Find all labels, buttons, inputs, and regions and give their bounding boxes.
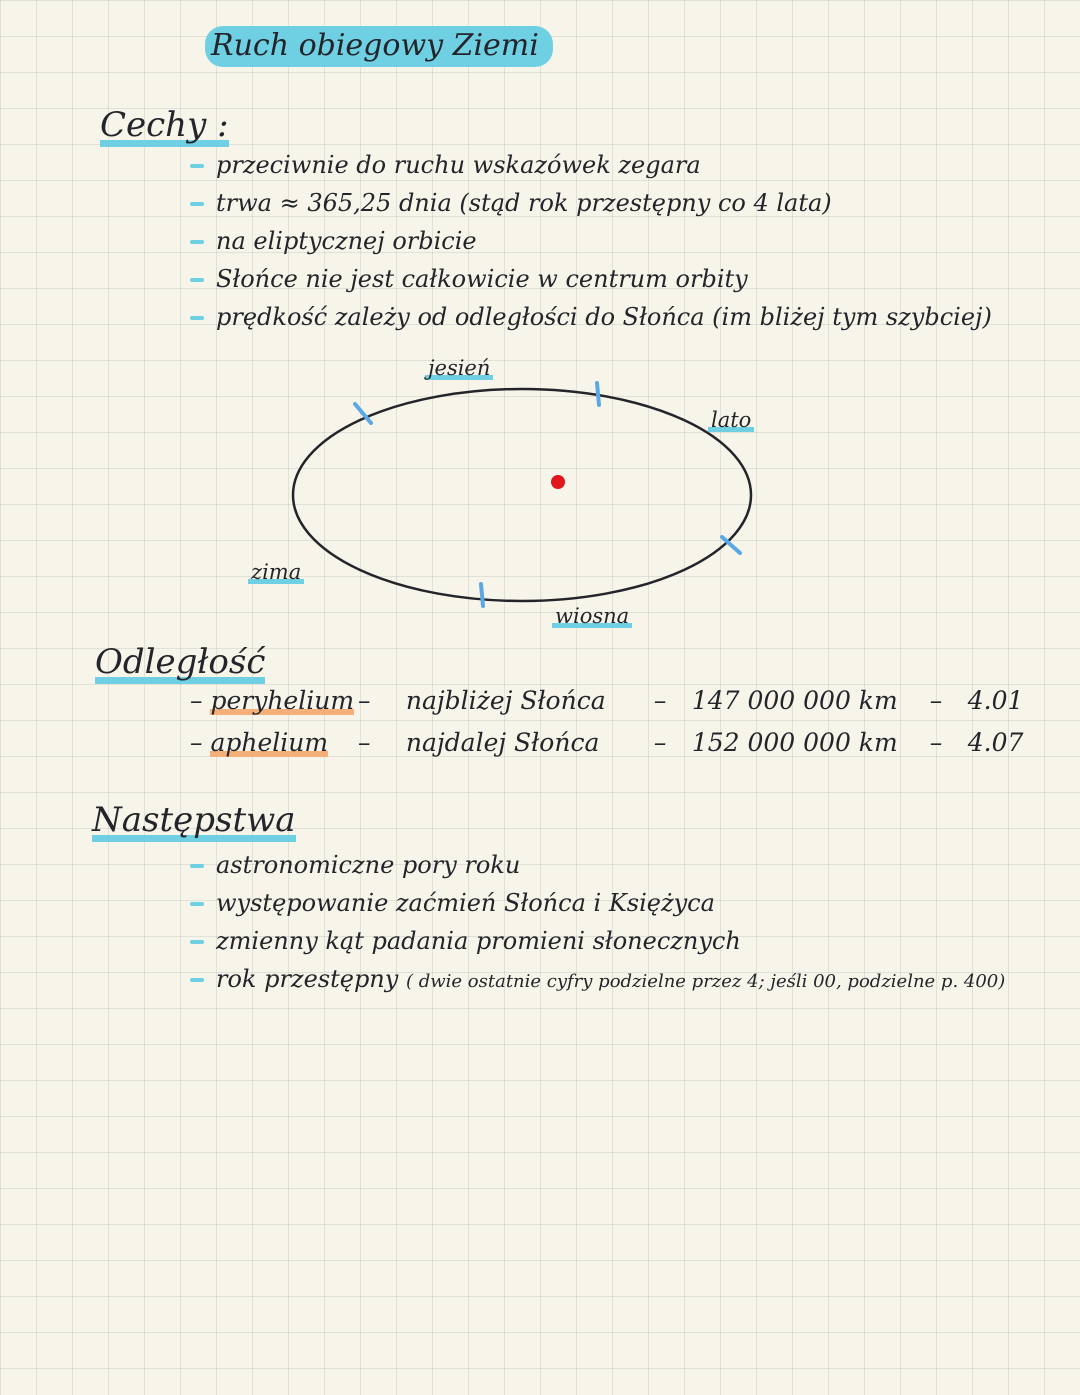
list-item [190,846,1005,884]
feature-text: Słońce nie jest całkowicie w centrum orbity [216,265,748,293]
value-perihelion: 147 000 000 km [691,686,898,715]
list-item [190,884,1005,922]
consequence-text: astronomiczne pory roku [216,851,521,879]
tick-spring-equinox [481,584,483,606]
distance-row-aphelion: – aphelium – najdalej Słońca – 152 000 000 km – 4.07 [190,728,1024,757]
leap-year-note: ( dwie ostatnie cyfry podzielne przez 4; jeśli 00, podzielne p. 400) [405,971,1006,992]
term-aphelion: aphelium [210,728,329,757]
leap-year-text: rok przestępny [216,965,399,993]
consequence-text: zmienny kąt padania promieni słonecznych [216,927,741,955]
desc-perihelion: najbliżej Słońca [405,686,606,715]
tick-autumn-equinox [597,383,599,405]
season-label-spring: wiosna [552,604,632,628]
season-label-winter: zima [248,560,304,584]
date-aphelion: 4.07 [967,728,1024,757]
feature-text: na eliptycznej orbicie [216,227,477,255]
consequences-list [190,846,1005,1001]
orbit-ellipse [293,389,751,601]
season-label-autumn: jesień [425,356,493,380]
season-ticks [355,383,740,606]
value-aphelion: 152 000 000 km [691,728,898,757]
consequence-text: występowanie zaćmień Słońca i Księżyca [216,889,715,917]
list-item [190,960,1005,1001]
date-perihelion: 4.01 [967,686,1024,715]
term-perihelion: peryhelium [210,686,355,715]
section-heading-distance: Odległość [95,642,266,682]
season-label-summer: lato [708,408,754,432]
page-title: Ruch obiegowy Ziemi [205,26,553,67]
desc-aphelion: najdalej Słońca [405,728,600,757]
section-heading-features: Cechy : [100,105,229,145]
list-item [190,922,1005,960]
feature-text: przeciwnie do ruchu wskazówek zegara [216,151,701,179]
feature-text: prędkość zależy od odległości do Słońca (im bliżej tym szybciej) [216,303,992,331]
feature-text: trwa ≈ 365,25 dnia (stąd rok przestępny co 4 lata) [216,189,832,217]
section-heading-consequences: Następstwa [92,800,296,840]
sun-dot [551,475,565,489]
distance-row-perihelion: – peryhelium – najbliżej Słońca – 147 000 000 km – 4.01 [190,686,1024,715]
